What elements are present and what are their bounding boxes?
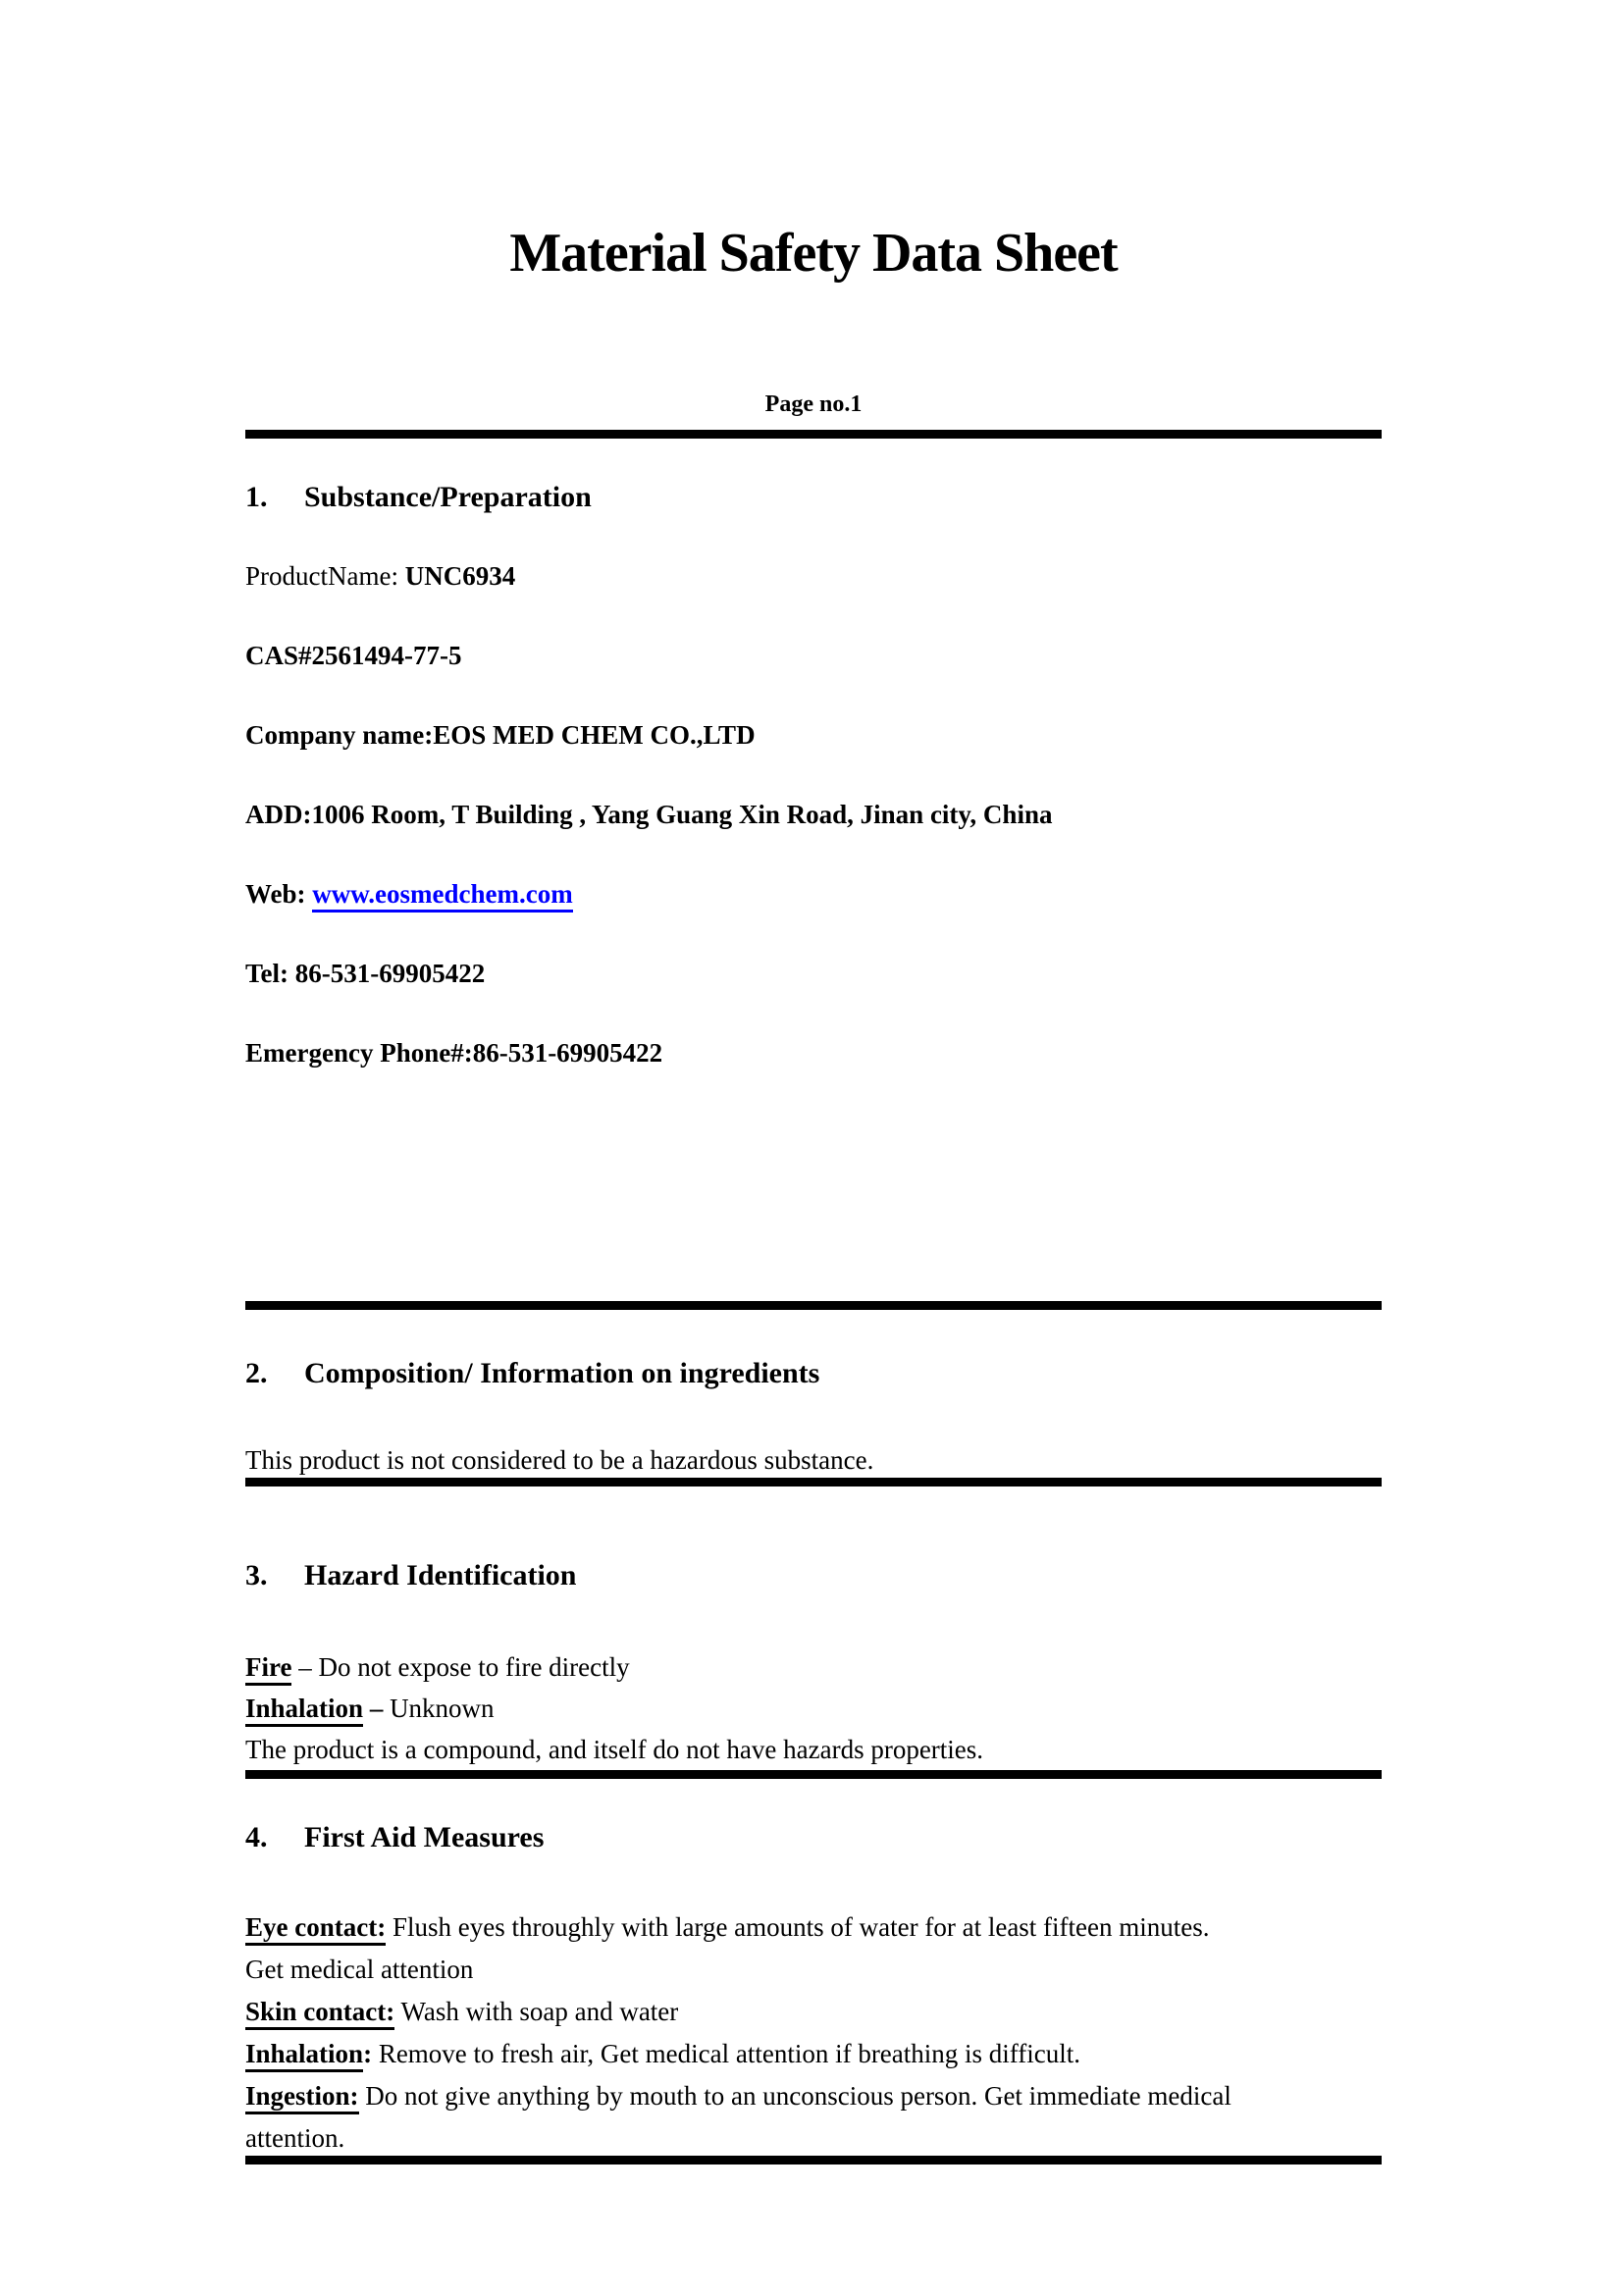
eye-contact-continuation: Get medical attention [245, 1955, 474, 1984]
company-label: Company name: [245, 720, 434, 750]
emergency-phone-line: Emergency Phone#:86-531-69905422 [245, 1038, 663, 1068]
section-1-title: Substance/Preparation [304, 481, 592, 513]
skin-contact-text: Wash with soap and water [400, 1997, 679, 2026]
eye-contact-label: Eye contact: [245, 1912, 386, 1946]
section-3-heading [245, 1558, 1382, 1593]
website-link[interactable]: www.eosmedchem.com [312, 879, 572, 913]
hazard-note-line: The product is a compound, and itself do not have hazards properties. [245, 1735, 984, 1764]
inhalation-hazard-label: Inhalation [245, 1694, 363, 1727]
section-2-body: This product is not considered to be a hazardous substance. [245, 1445, 874, 1475]
ingestion-label: Ingestion: [245, 2081, 359, 2114]
inhalation-hazard-dash: – [369, 1694, 384, 1723]
skin-contact-label: Skin contact: [245, 1997, 394, 2030]
inhalation-aid-label: Inhalation [245, 2039, 363, 2072]
ingestion-continuation: attention. [245, 2123, 345, 2153]
inhalation-hazard-text: Unknown [390, 1694, 495, 1723]
inhalation-aid-line [245, 2033, 1382, 2075]
inhalation-hazard-line [245, 1688, 1382, 1729]
section-3-number: 3. [245, 1559, 268, 1591]
section-4-body [245, 1906, 1382, 2160]
section-1-heading [245, 480, 1382, 515]
eye-contact-text: Flush eyes throughly with large amounts of water for at least fifteen minutes. [392, 1912, 1210, 1942]
product-name-line [245, 559, 1382, 593]
section-3-divider [245, 1770, 1382, 1779]
section-2-number: 2. [245, 1357, 268, 1389]
section-3-title: Hazard Identification [304, 1559, 577, 1591]
section-4-title: First Aid Measures [304, 1821, 545, 1853]
ingestion-line [245, 2075, 1382, 2117]
fire-hazard-line [245, 1646, 1382, 1688]
web-label: Web: [245, 879, 306, 909]
product-name-label: ProductName: [245, 561, 398, 591]
section-4-heading [245, 1820, 1382, 1855]
section-2-title: Composition/ Information on ingredients [304, 1357, 820, 1389]
web-line [245, 877, 1382, 911]
section-3-body [245, 1646, 1382, 1770]
section-1-number: 1. [245, 481, 268, 513]
eye-contact-line [245, 1906, 1382, 1949]
fire-text: – Do not expose to fire directly [298, 1652, 630, 1682]
company-value: EOS MED CHEM CO.,LTD [433, 720, 756, 750]
section-1-divider [245, 1301, 1382, 1310]
section-4-divider [245, 2156, 1382, 2165]
cas-line: CAS#2561494-77-5 [245, 641, 462, 670]
fire-label: Fire [245, 1652, 291, 1686]
section-4-number: 4. [245, 1821, 268, 1853]
inhalation-aid-text: Remove to fresh air, Get medical attention if breathing is difficult. [378, 2039, 1081, 2068]
section-2-heading [245, 1356, 1382, 1391]
document-title: Material Safety Data Sheet [509, 223, 1118, 284]
inhalation-aid-colon: : [363, 2039, 373, 2068]
address-line: ADD:1006 Room, T Building , Yang Guang Xin Road, Jinan city, China [245, 800, 1053, 829]
skin-contact-line [245, 1991, 1382, 2033]
tel-line: Tel: 86-531-69905422 [245, 959, 486, 988]
header-divider [245, 430, 1382, 439]
ingestion-text: Do not give anything by mouth to an unconscious person. Get immediate medical [365, 2081, 1231, 2111]
company-line [245, 718, 1382, 752]
product-name-value: UNC6934 [404, 561, 516, 591]
page-number: Page no.1 [764, 391, 863, 417]
section-2-divider [245, 1478, 1382, 1487]
